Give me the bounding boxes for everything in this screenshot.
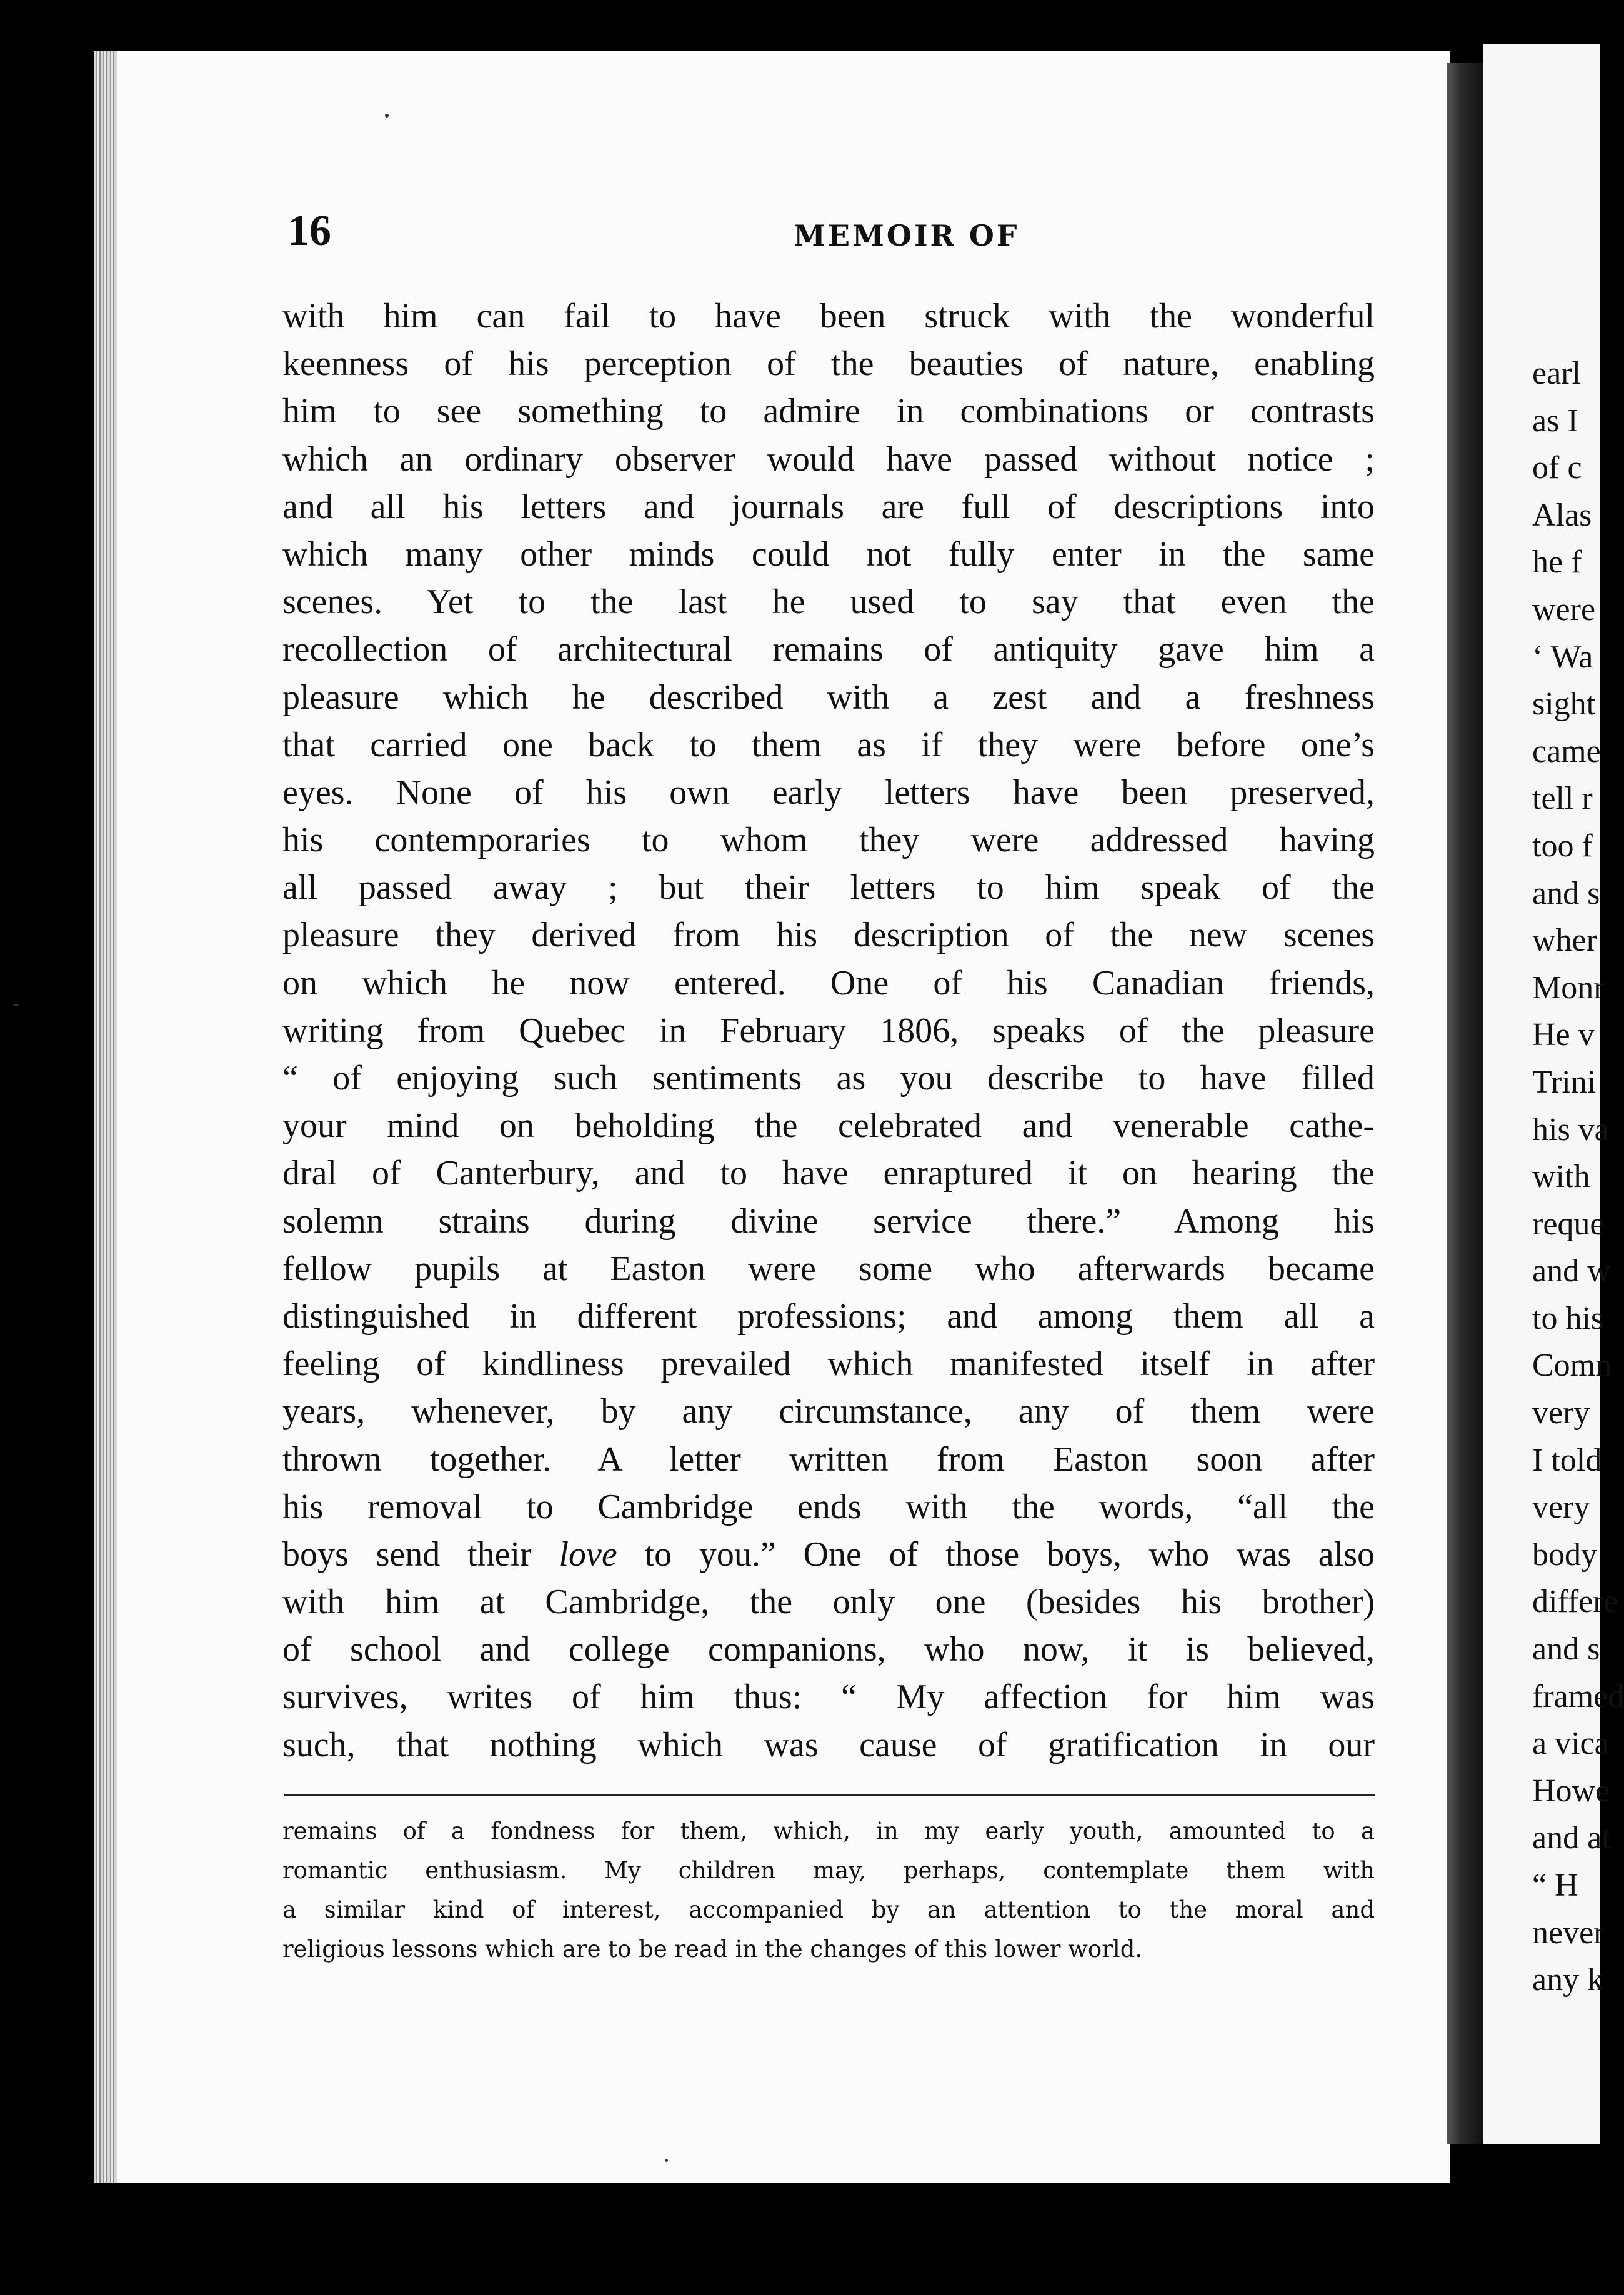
facing-page-line: came bbox=[1532, 733, 1601, 769]
speck bbox=[665, 2159, 668, 2162]
running-head bbox=[0, 206, 1600, 256]
facing-page-line: very bbox=[1532, 1489, 1590, 1526]
facing-page-line: reque bbox=[1532, 1206, 1605, 1242]
facing-page-line: He v bbox=[1532, 1017, 1595, 1053]
facing-page-line: “ H bbox=[1532, 1868, 1578, 1903]
facing-page-line: with bbox=[1532, 1159, 1590, 1195]
facing-page-line: and s bbox=[1532, 875, 1600, 911]
footnote-line: remains of a fondness for them, which, in my early youth, amounted to a bbox=[282, 1818, 1375, 1844]
footnote bbox=[282, 1811, 1375, 1969]
text-line: him to see something to admire in combinations or contrasts bbox=[282, 392, 1375, 431]
speck bbox=[14, 1004, 19, 1006]
facing-page-line: Trini bbox=[1532, 1064, 1597, 1100]
facing-page-line: never bbox=[1532, 1914, 1605, 1951]
facing-page-line: Alas bbox=[1532, 497, 1592, 533]
footnote-line: romantic enthusiasm. My children may, perhaps, contemplate them with bbox=[282, 1857, 1375, 1884]
facing-page-line: a vica bbox=[1532, 1726, 1609, 1762]
text-line: distinguished in different professions; and among them all a bbox=[282, 1296, 1375, 1336]
text-line: that carried one back to them as if they were before one’s bbox=[282, 725, 1375, 764]
page-number: 16 bbox=[287, 207, 331, 255]
facing-page-line: ‘ Wa bbox=[1532, 639, 1593, 675]
facing-page-line: as I bbox=[1532, 402, 1578, 439]
text-line: on which he now entered. One of his Canadian friends, bbox=[282, 963, 1375, 1002]
text-line: eyes. None of his own early letters have been preserved, bbox=[282, 772, 1375, 812]
facing-page-line: sight bbox=[1532, 686, 1596, 722]
text-line: which many other minds could not fully enter in the same bbox=[282, 534, 1375, 574]
text-line: recollection of architectural remains of antiquity gave him a bbox=[282, 630, 1375, 669]
facing-page-line: his va bbox=[1532, 1111, 1609, 1148]
footnote-rule bbox=[284, 1794, 1375, 1796]
facing-page-line: of c bbox=[1532, 450, 1582, 486]
facing-page-line: and w bbox=[1532, 1253, 1611, 1289]
text-line: with him at Cambridge, the only one (besides his brother) bbox=[282, 1582, 1375, 1622]
footnote-line: a similar kind of interest, accompanied by an attention to the moral and bbox=[282, 1896, 1375, 1923]
facing-page-line: and s bbox=[1532, 1631, 1600, 1668]
text-line: with him can fail to have been struck with the wonderful bbox=[282, 297, 1375, 336]
facing-page-line: body bbox=[1532, 1536, 1597, 1572]
text-line: pleasure which he described with a zest and a freshness bbox=[282, 678, 1375, 717]
text-line: solemn strains during divine service there.” Among his bbox=[282, 1201, 1375, 1241]
text-line: fellow pupils at Easton were some who afterwards became bbox=[282, 1249, 1375, 1288]
text-line: and all his letters and journals are full of descriptions into bbox=[282, 487, 1375, 526]
text-line: keenness of his perception of the beauties of nature, enabling bbox=[282, 344, 1375, 384]
running-title: MEMOIR OF bbox=[794, 219, 1020, 252]
facing-page-line: he f bbox=[1532, 544, 1582, 581]
body-text bbox=[282, 292, 1375, 1769]
facing-page-text bbox=[1532, 350, 1624, 2004]
facing-page-line: tell r bbox=[1532, 781, 1593, 817]
facing-page-line: differe bbox=[1532, 1584, 1618, 1620]
text-line: boys send their love to you.” One of those boys, who was also bbox=[282, 1534, 1375, 1574]
facing-page-line: earl bbox=[1532, 356, 1581, 391]
page-edges bbox=[94, 51, 119, 2182]
facing-page-line: any k bbox=[1532, 1962, 1604, 1998]
text-line: writing from Quebec in February 1806, speaks of the pleasure bbox=[282, 1011, 1375, 1050]
text-line: which an ordinary observer would have passed without notice ; bbox=[282, 439, 1375, 479]
facing-page-line: framed bbox=[1532, 1678, 1624, 1714]
text-line: survives, writes of him thus: “ My affection for him was bbox=[282, 1678, 1375, 1717]
text-line: such, that nothing which was cause of gratification in our bbox=[282, 1725, 1375, 1764]
text-line: his contemporaries to whom they were addressed having bbox=[282, 821, 1375, 860]
facing-page-line: wher bbox=[1532, 922, 1597, 959]
text-line: years, whenever, by any circumstance, any of them were bbox=[282, 1392, 1375, 1431]
facing-page-line: Monr bbox=[1532, 969, 1605, 1006]
text-line: feeling of kindliness prevailed which manifested itself in after bbox=[282, 1344, 1375, 1384]
facing-page-line: were bbox=[1532, 591, 1596, 628]
text-line: dral of Canterbury, and to have enraptured it on hearing the bbox=[282, 1154, 1375, 1193]
book-page-right-edge bbox=[1483, 44, 1624, 2144]
facing-page-line: I told bbox=[1532, 1442, 1602, 1478]
facing-page-line: and at bbox=[1532, 1820, 1611, 1856]
facing-page-line: Howe bbox=[1532, 1772, 1610, 1809]
text-line: scenes. Yet to the last he used to say that even the bbox=[282, 582, 1375, 622]
facing-page-line: very bbox=[1532, 1395, 1590, 1431]
text-line: of school and college companions, who now, it is believed, bbox=[282, 1630, 1375, 1669]
text-line: your mind on beholding the celebrated and venerable cathe- bbox=[282, 1106, 1375, 1146]
book-gutter bbox=[1447, 62, 1483, 2144]
footnote-line: religious lessons which are to be read in the changes of this lower world. bbox=[282, 1936, 1143, 1962]
facing-page-line: too f bbox=[1532, 828, 1593, 864]
text-line: pleasure they derived from his description of the new scenes bbox=[282, 916, 1375, 955]
text-line: his removal to Cambridge ends with the words, “all the bbox=[282, 1487, 1375, 1526]
speck bbox=[385, 114, 389, 118]
facing-page-line: to his bbox=[1532, 1300, 1604, 1336]
facing-page-line: Comn bbox=[1532, 1348, 1612, 1384]
text-line: all passed away ; but their letters to him speak of the bbox=[282, 868, 1375, 908]
text-line: thrown together. A letter written from Easton soon after bbox=[282, 1439, 1375, 1479]
text-line: “ of enjoying such sentiments as you describe to have filled bbox=[282, 1059, 1375, 1098]
